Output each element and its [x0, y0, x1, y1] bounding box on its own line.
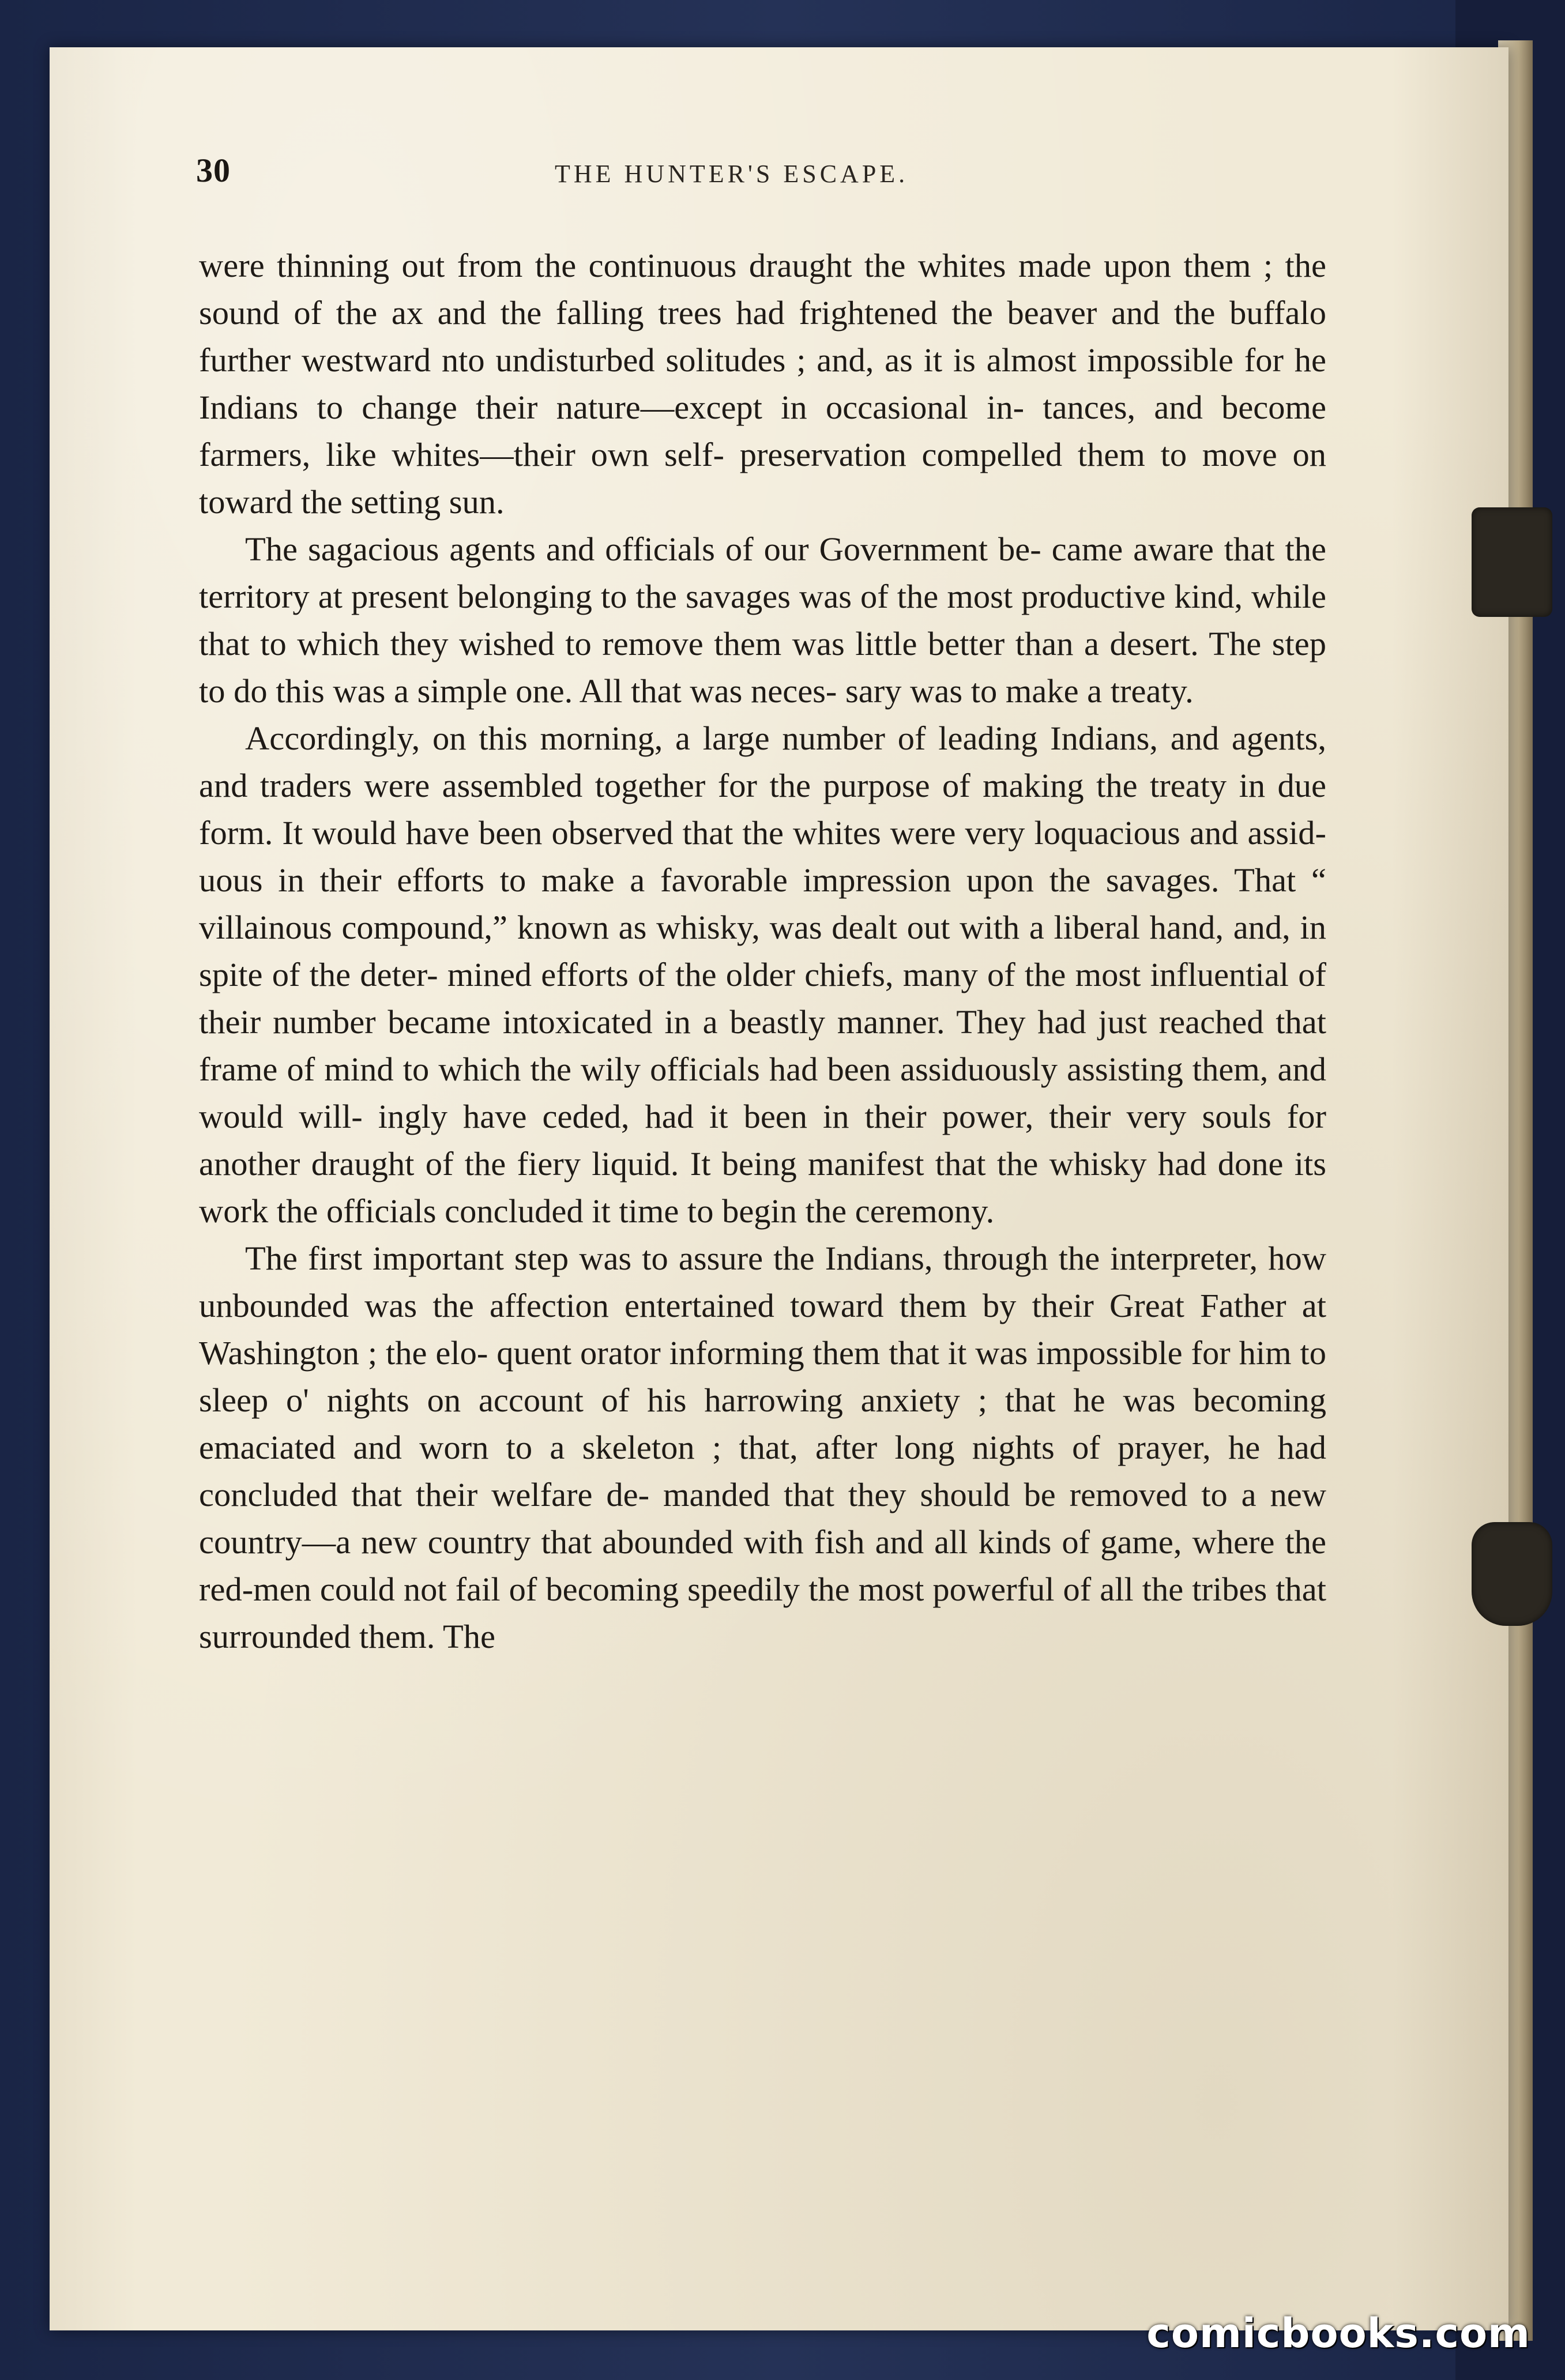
page-number: 30: [196, 152, 231, 189]
source-watermark: comicbooks.com: [1146, 2310, 1530, 2357]
running-title: THE HUNTER'S ESCAPE.: [555, 160, 909, 188]
binding-staple-bottom: [1472, 1522, 1552, 1626]
paragraph: The sagacious agents and officials of our Government be- came aware that the territory at present belonging to the savages was of the most productive kind, while that to which they wished to remove them was little better than a desert. The step to do this was a simple one. All that was neces- sary was to make a treaty.: [199, 530, 1326, 710]
paragraph: were thinning out from the continuous draught the whites made upon them ; the sound of the ax and the falling trees had frightened the beaver and the buffalo further westward nto undisturbed solitudes ; and, as it is almost impossible for he Indians to change their nature—except in occasional in- tances, and become farmers, like whites—their own self- preservation compelled them to move on toward the setting sun.: [199, 247, 1326, 521]
paragraph: Accordingly, on this morning, a large number of leading Indians, and agents, and traders were assembled together for the purpose of making the treaty in due form. It would have been observed that the whites were very loquacious and assid- uous in their efforts to make a favorable impression upon the savages. That “ villainous compound,” known as whisky, was dealt out with a liberal hand, and, in spite of the deter- mined efforts of the older chiefs, many of the most influential of their number became intoxicated in a beastly manner. They had just reached that frame of mind to which the wily officials had been assiduously assisting them, and would will- ingly have ceded, had it been in their power, their very souls for another draught of the fiery liquid. It being manifest that the whisky had done its work the officials concluded it time to begin the ceremony.: [199, 720, 1326, 1230]
running-head: [196, 151, 1349, 197]
body-text: [199, 242, 1326, 1660]
paragraph: The first important step was to assure the Indians, through the interpreter, how unbounded was the affection entertained toward them by their Great Father at Washington ; the elo- quent orator informing them that it was impossible for him to sleep o' nights on account of his harrowing anxiety ; that he was becoming emaciated and worn to a skeleton ; that, after long nights of prayer, he had concluded that their welfare de- manded that they should be removed to a new country—a new country that abounded with fish and all kinds of game, where the red-men could not fail of becoming speedily the most powerful of all the tribes that surrounded them. The: [199, 1240, 1326, 1655]
binding-staple-top: [1472, 507, 1552, 617]
